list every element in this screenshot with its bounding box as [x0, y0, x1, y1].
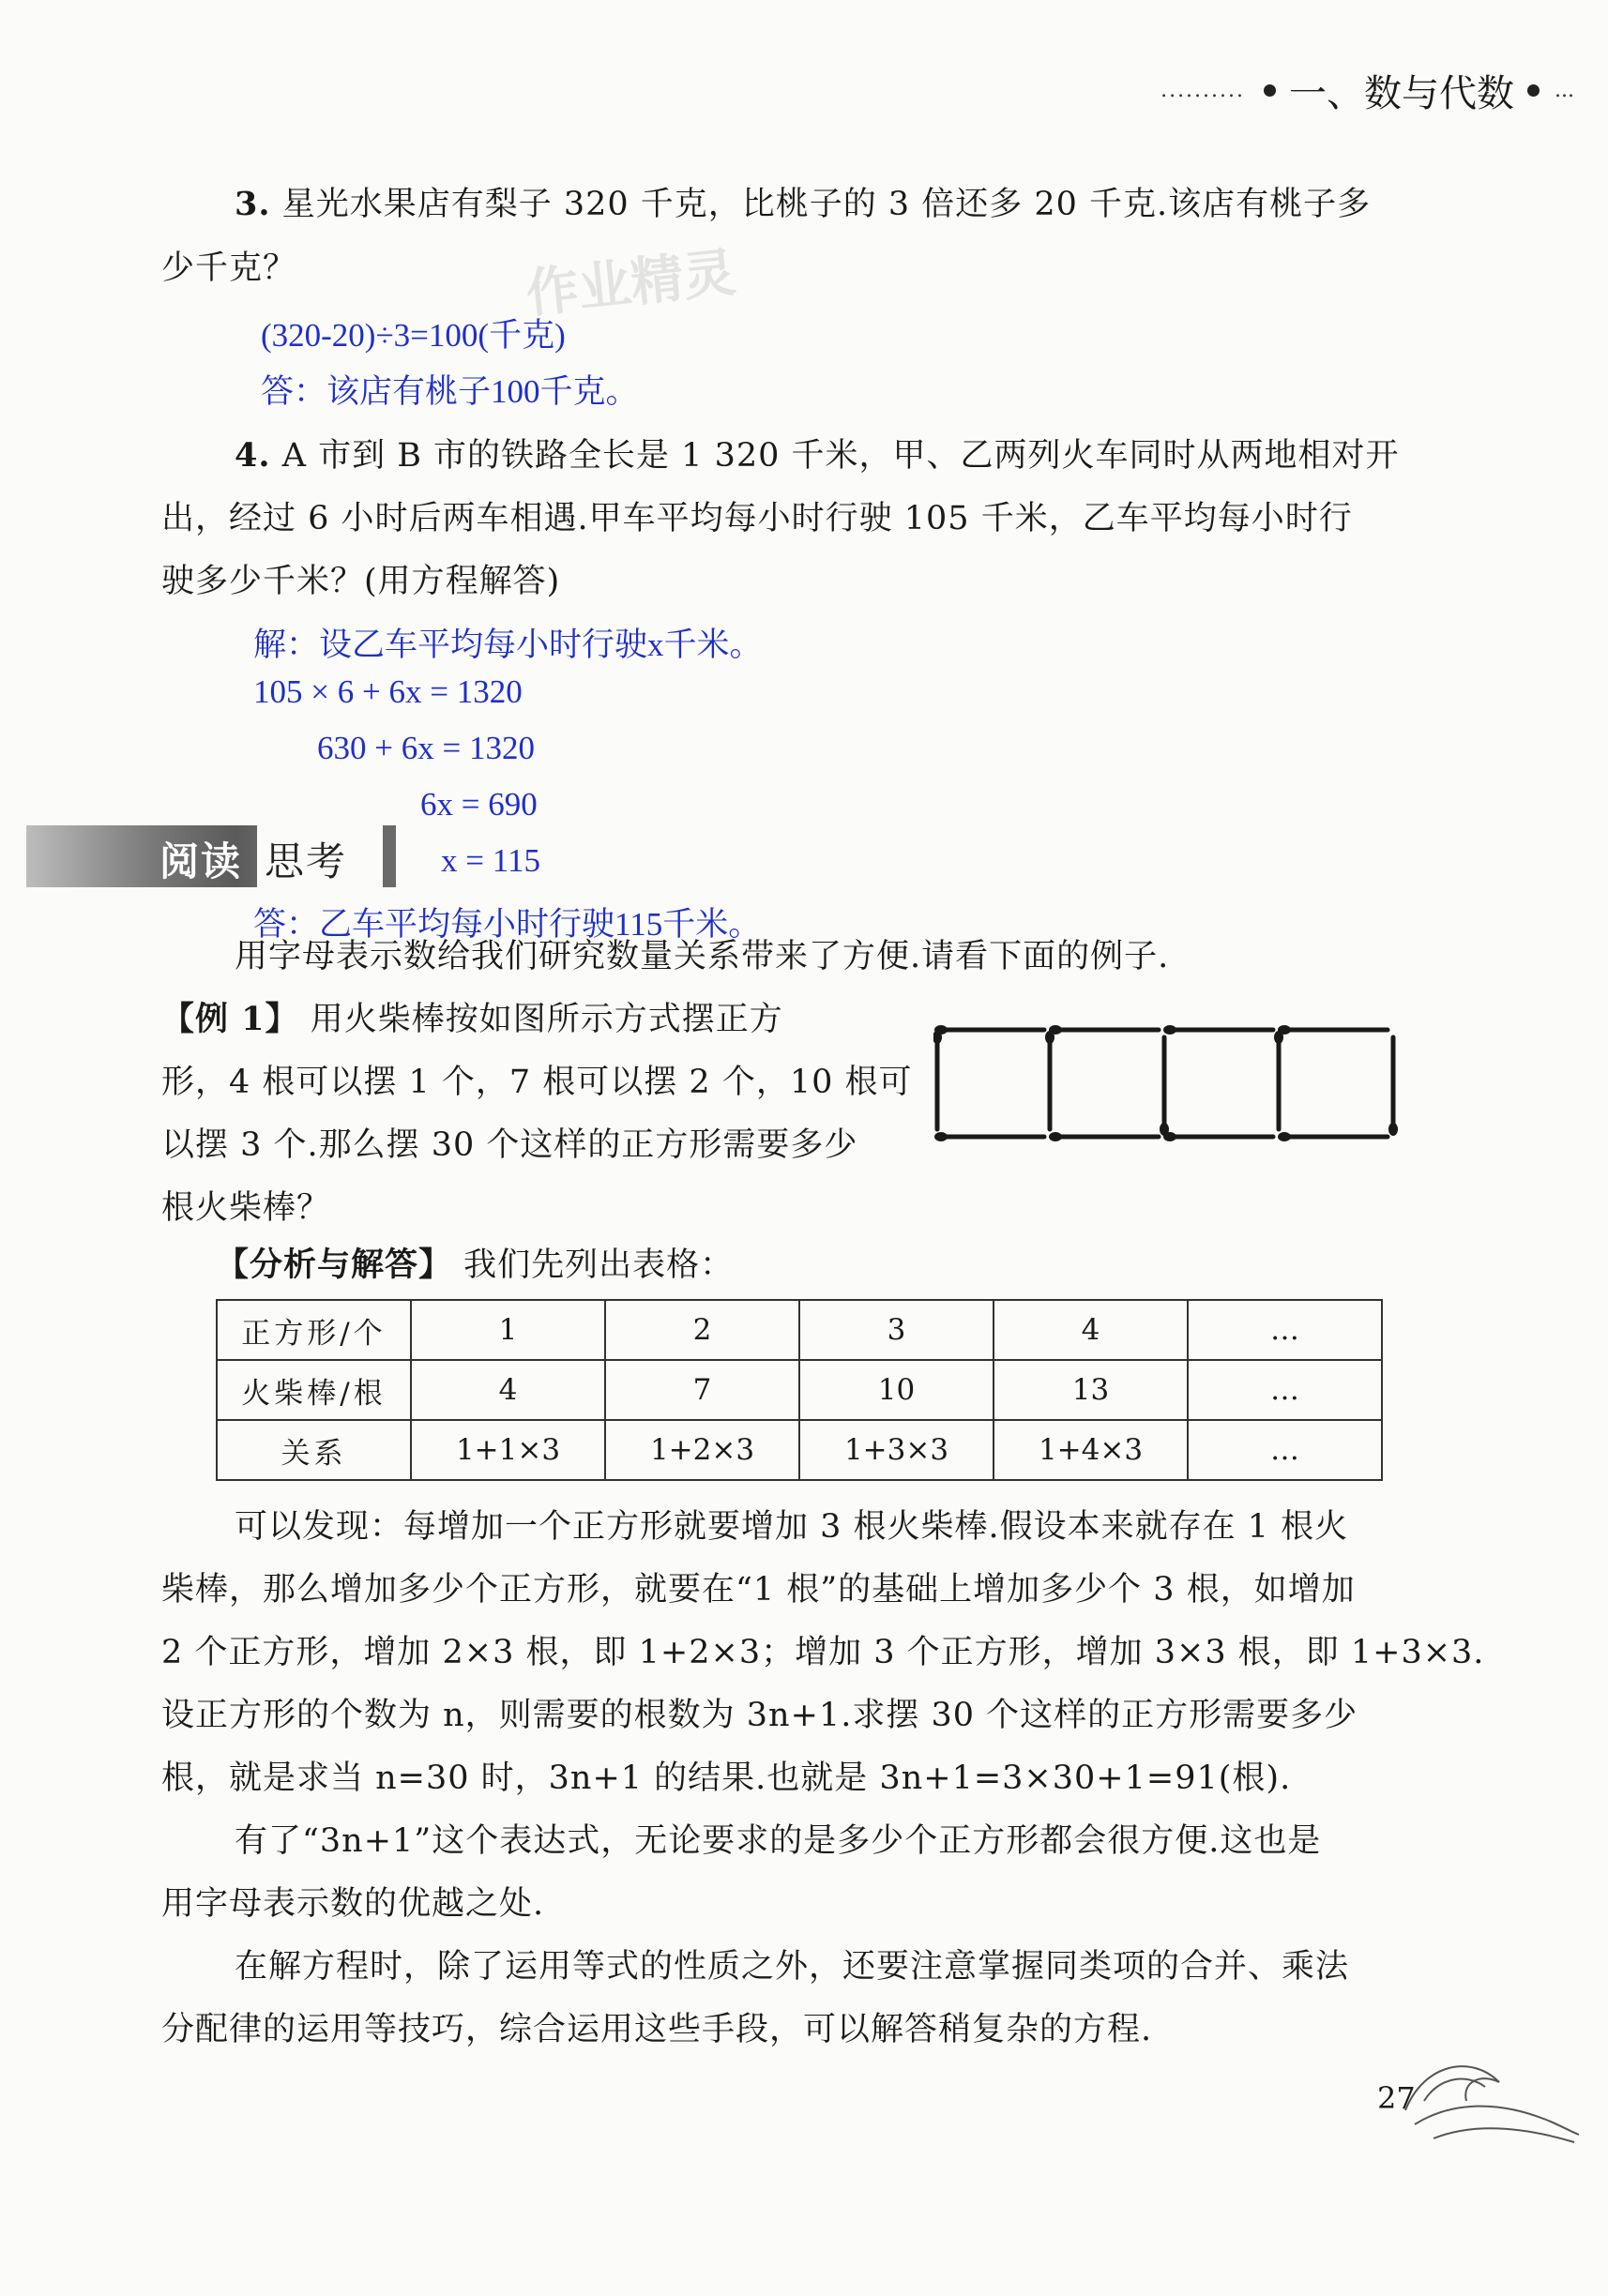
- problem-3-line2: 少千克？: [161, 249, 297, 287]
- problem-4-answer: 答：乙车平均每小时行驶115千米。: [253, 906, 762, 943]
- example-1-line2: 形，4 根可以摆 1 个，7 根可以摆 2 个，10 根可: [161, 1064, 913, 1101]
- table-cell: …: [1188, 1300, 1382, 1360]
- analysis-line: [216, 1233, 734, 1297]
- analysis-label: 【分析与解答】: [216, 1246, 453, 1284]
- table-cell: 10: [799, 1360, 994, 1420]
- section-banner: [26, 825, 375, 887]
- paragraph-3-line1: 在解方程时，除了运用等式的性质之外，还要注意掌握同类项的合并、乘法: [235, 1948, 1350, 1986]
- bullet-icon: [1527, 84, 1540, 97]
- paragraph-1-line3: 2 个正方形，增加 2×3 根，即 1+2×3；增加 3 个正方形，增加 3×3 根，即 1+3×3.: [161, 1634, 1485, 1671]
- paragraph-2-line1: 有了“3n+1”这个表达式，无论要求的是多少个正方形都会很方便.这也是: [235, 1822, 1322, 1860]
- chapter-title: 一、数与代数: [1289, 72, 1515, 115]
- paragraph-3-line2: 分配律的运用等技巧，综合运用这些手段，可以解答稍复杂的方程.: [161, 2011, 1153, 2048]
- problem-4-solve-intro: 解：设乙车平均每小时行驶x千米。: [253, 627, 763, 663]
- problem-4-line2: 出，经过 6 小时后两车相遇.甲车平均每小时行驶 105 千米，乙车平均每小时行: [161, 500, 1353, 537]
- table-cell: 1+4×3: [994, 1420, 1188, 1480]
- problem-3-number: 3.: [235, 185, 271, 223]
- table-row: [217, 1420, 1382, 1480]
- paragraph-1-line2: 柴棒，那么增加多少个正方形，就要在“1 根”的基础上增加多少个 3 根，如增加: [161, 1571, 1356, 1609]
- table-cell: 1+2×3: [605, 1420, 799, 1480]
- data-table: [216, 1299, 1383, 1481]
- running-header: [1160, 64, 1574, 117]
- equation-1: 105 × 6 + 6x = 1320: [253, 673, 523, 710]
- table-cell: 4: [994, 1300, 1188, 1360]
- table-cell: …: [1188, 1420, 1382, 1480]
- table-cell: 2: [605, 1300, 799, 1360]
- page-number: 27: [1377, 2080, 1416, 2116]
- bullet-icon: [1264, 84, 1276, 97]
- problem-4-line3: 驶多少千米？(用方程解答): [161, 563, 561, 600]
- table-cell: 13: [994, 1360, 1188, 1420]
- problem-3-line1: [235, 173, 1371, 236]
- paragraph-2-line2: 用字母表示数的优越之处.: [161, 1885, 545, 1923]
- paragraph-1-line4: 设正方形的个数为 n，则需要的根数为 3n+1.求摆 30 个这样的正方形需要多少: [161, 1697, 1358, 1734]
- header-dots-right: ...: [1555, 79, 1574, 102]
- table-row: [217, 1360, 1382, 1420]
- wave-ornament-icon: [1396, 2045, 1584, 2148]
- table-cell: 4: [411, 1360, 605, 1420]
- example-1-line3: 以摆 3 个.那么摆 30 个这样的正方形需要多少: [161, 1126, 858, 1164]
- example-text: 用火柴棒按如图所示方式摆正方: [310, 1001, 783, 1038]
- problem-3-text: 星光水果店有梨子 320 千克，比桃子的 3 倍还多 20 千克.该店有桃子多: [281, 186, 1372, 223]
- table-row-header: 关系: [217, 1420, 411, 1480]
- table-row: [217, 1300, 1382, 1360]
- table-row-header: 火柴棒/根: [217, 1360, 411, 1420]
- example-1-line1: [161, 988, 783, 1051]
- equation-4: x = 115: [441, 842, 540, 879]
- equation-2: 630 + 6x = 1320: [317, 730, 535, 766]
- paragraph-1-line1: 可以发现：每增加一个正方形就要增加 3 根火柴棒.假设本来就存在 1 根火: [235, 1508, 1349, 1546]
- table-cell: 1: [411, 1300, 605, 1360]
- analysis-text: 我们先列出表格：: [463, 1246, 735, 1284]
- table-row-header: 正方形/个: [217, 1300, 411, 1360]
- problem-4-text: A 市到 B 市的铁路全长是 1 320 千米，甲、乙两列火车同时从两地相对开: [281, 437, 1400, 475]
- problem-3-answer-calc: (320-20)÷3=100(千克): [261, 317, 566, 354]
- table-cell: 7: [605, 1360, 799, 1420]
- table-cell: 1+3×3: [799, 1420, 994, 1480]
- table-cell: 3: [799, 1300, 994, 1360]
- example-label: 【例 1】: [161, 1000, 299, 1038]
- watermark: 作业精灵: [523, 242, 739, 325]
- matchstick-squares-figure: [933, 1013, 1421, 1154]
- paragraph-1-line5: 根，就是求当 n=30 时，3n+1 的结果.也就是 3n+1=3×30+1=91(根).: [161, 1760, 1292, 1797]
- header-dots-left: ..........: [1160, 79, 1246, 102]
- example-1-line4: 根火柴棒？: [161, 1189, 331, 1227]
- table-cell: 1+1×3: [411, 1420, 605, 1480]
- section-title-bold: 阅读: [159, 838, 243, 884]
- equation-3: 6x = 690: [420, 786, 538, 823]
- problem-4-line1: [235, 424, 1400, 488]
- reading-intro: 用字母表示数给我们研究数量关系带来了方便.请看下面的例子.: [235, 938, 1170, 975]
- table-cell: …: [1188, 1360, 1382, 1420]
- section-title-plain: 思考: [265, 838, 348, 884]
- problem-3-answer-text: 答：该店有桃子100千克。: [261, 373, 639, 410]
- problem-4-number: 4.: [235, 436, 271, 475]
